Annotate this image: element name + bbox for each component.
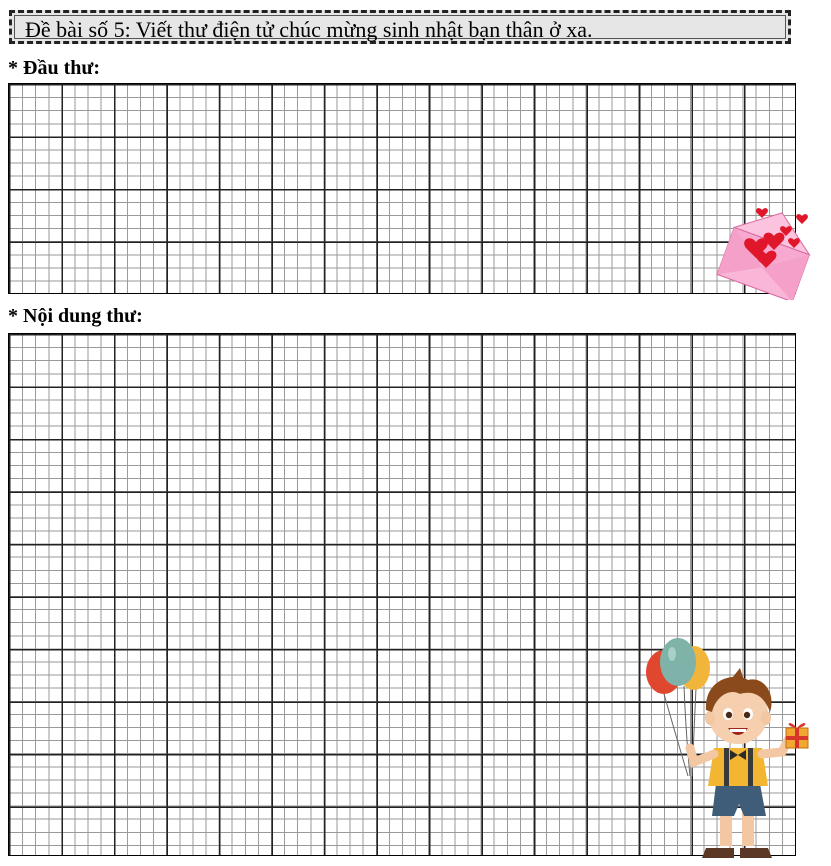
boy-with-balloons-illustration (636, 636, 816, 864)
assignment-title: Đề bài số 5: Viết thư điện tử chúc mừng sinh nhật bạn thân ở xa. (25, 17, 593, 42)
writing-grid-opening[interactable] (8, 83, 796, 294)
envelope-hearts-icon (716, 202, 816, 300)
section-label-letter-opening: * Đầu thư: (8, 57, 101, 79)
section-label-letter-body: * Nội dung thư: (8, 305, 143, 327)
assignment-title-box (9, 10, 791, 44)
